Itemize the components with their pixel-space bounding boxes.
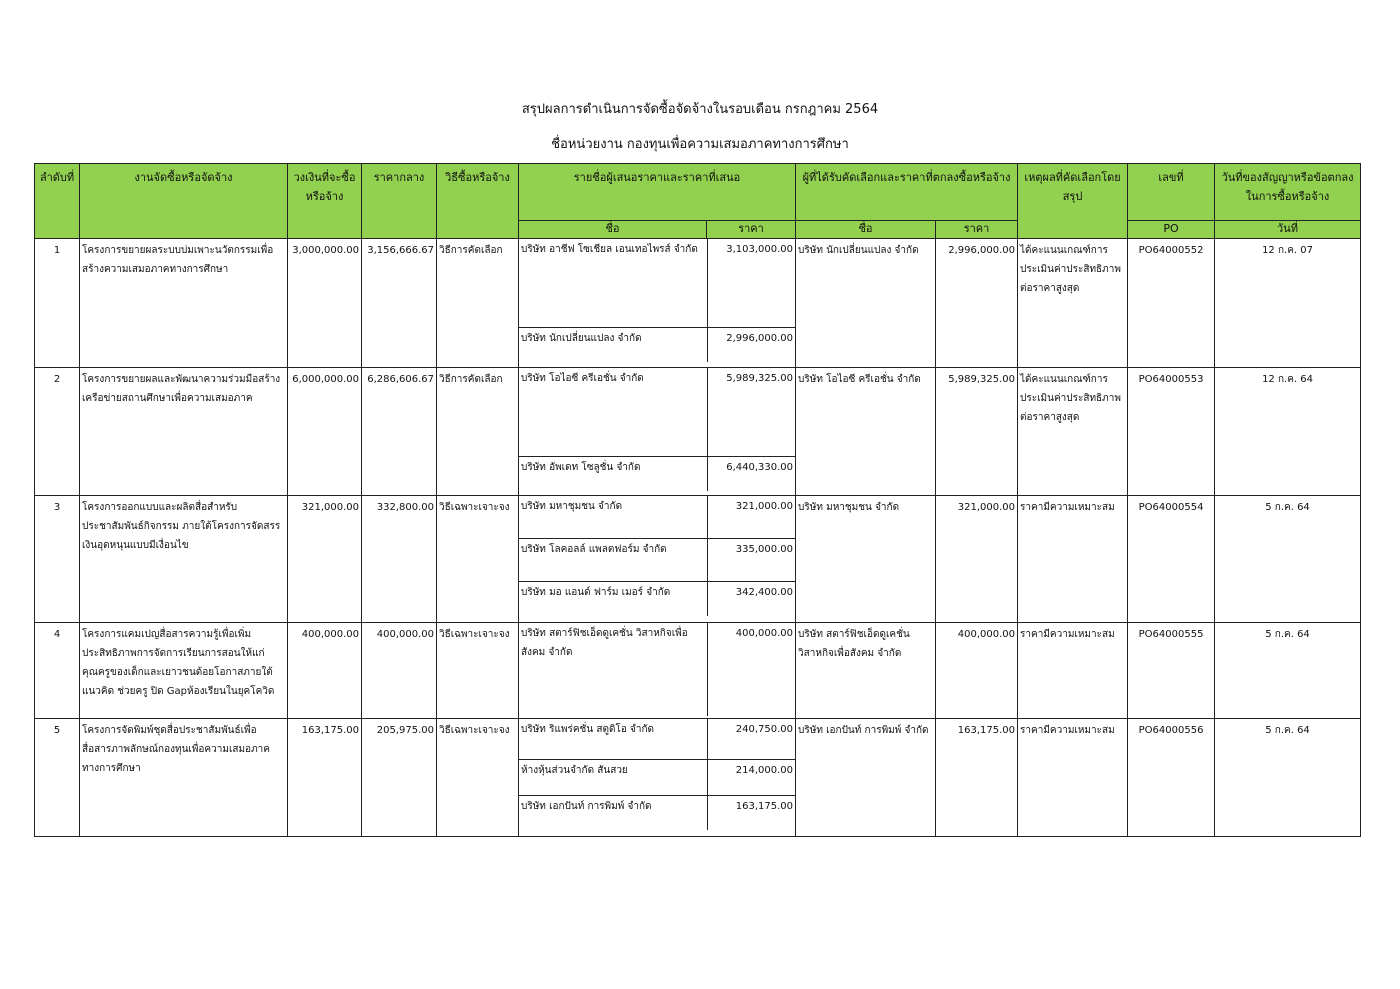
budget-amount: 3,000,000.00 [288, 239, 362, 368]
header-reason: เหตุผลที่คัดเลือกโดยสรุป [1018, 164, 1128, 239]
bidder-name: บริษัท เอกปันท์ การพิมพ์ จำกัด [521, 801, 652, 812]
po-number: PO64000553 [1128, 368, 1215, 496]
bidders-cell [519, 496, 796, 623]
header-number: เลขที่ [1128, 164, 1215, 221]
work-title: โครงการออกแบบและผลิตสื่อสำหรับประชาสัมพันธ์กิจกรรม ภายใต้โครงการจัดสรรเงินอุดหนุนแบบมีเงื่อนไข [80, 496, 288, 623]
bidder-column-divider [707, 368, 708, 456]
header-method: วิธีซื้อหรือจ้าง [437, 164, 519, 239]
work-title: โครงการขยายผลระบบบ่มเพาะนวัตกรรมเพื่อสร้างความเสมอภาคทางการศึกษา [80, 239, 288, 368]
bidder-price: 342,400.00 [735, 587, 794, 598]
header-no: ลำดับที่ [35, 164, 80, 239]
po-number: PO64000555 [1128, 623, 1215, 719]
budget-amount: 321,000.00 [288, 496, 362, 623]
subheader-bidder-price: ราคา [707, 221, 796, 239]
winner-price: 321,000.00 [936, 496, 1018, 623]
bidders-list [519, 623, 795, 716]
contract-date: 5 ก.ค. 64 [1215, 623, 1361, 719]
median-price: 332,800.00 [362, 496, 437, 623]
bidder-entry [519, 368, 795, 456]
bidder-price: 3,103,000.00 [726, 244, 794, 255]
bidder-name: ห้างหุ้นส่วนจำกัด สันสวย [521, 765, 628, 776]
winner-price: 5,989,325.00 [936, 368, 1018, 496]
budget-amount: 400,000.00 [288, 623, 362, 719]
table-row [35, 239, 1361, 368]
median-price: 205,975.00 [362, 719, 437, 837]
bidder-name: บริษัท โอไอซี ครีเอชั่น จำกัด [521, 373, 644, 384]
selection-reason: ราคามีความเหมาะสม [1018, 623, 1128, 719]
budget-amount: 6,000,000.00 [288, 368, 362, 496]
report-title: สรุปผลการดำเนินการจัดซื้อจัดจ้างในรอบเดือน กรกฎาคม 2564 [521, 102, 879, 117]
bidders-cell [519, 368, 796, 496]
subheader-winner-price: ราคา [936, 221, 1018, 239]
work-title: โครงการแคมเปญสื่อสารความรู้เพื่อเพิ่มประสิทธิภาพการจัดการเรียนการสอนให้แก่คุณครูของเด็กและเยาวชนด้อยโอกาสภายใต้แนวคิด ช่วยครู ปิด Gapห้องเรียนในยุคโควิด [80, 623, 288, 719]
bidder-entry [519, 327, 795, 362]
table-row [35, 719, 1361, 837]
work-title: โครงการจัดพิมพ์ชุดสื่อประชาสัมพันธ์เพื่อสื่อสารภาพลักษณ์กองทุนเพื่อความเสมอภาคทางการศึกษา [80, 719, 288, 837]
row-number: 1 [35, 239, 80, 368]
winner-name: บริษัท มหาชุมชน จำกัด [796, 496, 936, 623]
bidder-price: 335,000.00 [735, 544, 794, 555]
header-bidders: รายชื่อผู้เสนอราคาและราคาที่เสนอ [519, 164, 796, 221]
bidder-entry [519, 456, 795, 491]
row-number: 4 [35, 623, 80, 719]
selection-reason: ราคามีความเหมาะสม [1018, 719, 1128, 837]
bidder-column-divider [707, 582, 708, 616]
bidder-entry [519, 623, 795, 716]
bidder-column-divider [707, 760, 708, 795]
bidder-entry [519, 239, 795, 327]
row-number: 2 [35, 368, 80, 496]
budget-amount: 163,175.00 [288, 719, 362, 837]
procurement-method: วิธีเฉพาะเจาะจง [437, 496, 519, 623]
bidder-price: 163,175.00 [735, 801, 794, 812]
winner-name: บริษัท เอกปันท์ การพิมพ์ จำกัด [796, 719, 936, 837]
row-number: 3 [35, 496, 80, 623]
bidder-price: 400,000.00 [735, 628, 794, 639]
bidders-cell [519, 719, 796, 837]
winner-name: บริษัท สตาร์ฟิชเอ็ดดูเคชั่น วิสาหกิจเพื่อสังคม จำกัด [796, 623, 936, 719]
bidder-name: บริษัท โลคอลล์ แพลตฟอร์ม จำกัด [521, 544, 667, 555]
bidder-price: 2,996,000.00 [726, 333, 794, 344]
bidders-list [519, 239, 795, 362]
bidder-name: บริษัท ริแพร่คชั่น สตูดิโอ จำกัด [521, 724, 655, 735]
winner-price: 163,175.00 [936, 719, 1018, 837]
winner-price: 400,000.00 [936, 623, 1018, 719]
contract-date: 5 ก.ค. 64 [1215, 719, 1361, 837]
bidder-entry [519, 719, 795, 759]
contract-date: 5 ก.ค. 64 [1215, 496, 1361, 623]
bidder-entry [519, 759, 795, 795]
bidder-column-divider [707, 719, 708, 759]
bidders-list [519, 368, 795, 491]
work-title: โครงการขยายผลและพัฒนาความร่วมมือสร้างเครือข่ายสถานศึกษาเพื่อความเสมอภาค [80, 368, 288, 496]
po-number: PO64000556 [1128, 719, 1215, 837]
subheader-bidder-name: ชื่อ [519, 221, 707, 239]
bidder-entry [519, 581, 795, 616]
bidder-price: 5,989,325.00 [726, 373, 794, 384]
subheader-winner-name: ชื่อ [796, 221, 936, 239]
median-price: 400,000.00 [362, 623, 437, 719]
contract-date: 12 ก.ค. 07 [1215, 239, 1361, 368]
bidder-price: 6,440,330.00 [726, 462, 794, 473]
procurement-method: วิธีการคัดเลือก [437, 239, 519, 368]
bidder-entry [519, 496, 795, 538]
bidders-cell [519, 239, 796, 368]
bidders-list [519, 719, 795, 830]
header-winner: ผู้ที่ได้รับคัดเลือกและราคาที่ตกลงซื้อหรือจ้าง [796, 164, 1018, 221]
procurement-method: วิธีเฉพาะเจาะจง [437, 623, 519, 719]
bidder-name: บริษัท อาชีฟ โซเชียล เอนเทอไพรส์ จำกัด [521, 244, 698, 255]
bidder-column-divider [707, 457, 708, 491]
bidder-entry [519, 795, 795, 830]
selection-reason: ราคามีความเหมาะสม [1018, 496, 1128, 623]
bidder-column-divider [707, 496, 708, 538]
row-number: 5 [35, 719, 80, 837]
bidder-column-divider [707, 328, 708, 362]
median-price: 6,286,606.67 [362, 368, 437, 496]
bidder-price: 214,000.00 [735, 765, 794, 776]
agency-name: ชื่อหน่วยงาน กองทุนเพื่อความเสมอภาคทางการศึกษา [551, 137, 849, 152]
winner-price: 2,996,000.00 [936, 239, 1018, 368]
winner-name: บริษัท นักเปลี่ยนแปลง จำกัด [796, 239, 936, 368]
bidder-price: 240,750.00 [735, 724, 794, 735]
header-work: งานจัดซื้อหรือจัดจ้าง [80, 164, 288, 239]
procurement-table [34, 163, 1361, 837]
winner-name: บริษัท โอไอซี ครีเอชั่น จำกัด [796, 368, 936, 496]
bidders-cell [519, 623, 796, 719]
po-number: PO64000552 [1128, 239, 1215, 368]
table-row [35, 368, 1361, 496]
bidder-name: บริษัท อัพเดท โซลูชั่น จำกัด [521, 462, 641, 473]
bidder-column-divider [707, 239, 708, 327]
table-row [35, 623, 1361, 719]
contract-date: 12 ก.ค. 64 [1215, 368, 1361, 496]
header-date: วันที่ของสัญญาหรือข้อตกลงในการซื้อหรือจ้าง [1215, 164, 1361, 221]
bidders-list [519, 496, 795, 616]
table-row [35, 496, 1361, 623]
bidder-name: บริษัท นักเปลี่ยนแปลง จำกัด [521, 333, 642, 344]
subheader-po: PO [1128, 221, 1215, 239]
header-budget: วงเงินที่จะซื้อหรือจ้าง [288, 164, 362, 239]
bidder-name: บริษัท มอ แอนด์ ฟาร์ม เมอร์ จำกัด [521, 587, 671, 598]
bidder-price: 321,000.00 [735, 501, 794, 512]
bidder-name: บริษัท มหาชุมชน จำกัด [521, 501, 623, 512]
bidder-column-divider [707, 623, 708, 716]
bidder-column-divider [707, 796, 708, 830]
selection-reason: ได้คะแนนเกณฑ์การประเมินค่าประสิทธิภาพต่อราคาสูงสุด [1018, 239, 1128, 368]
selection-reason: ได้คะแนนเกณฑ์การประเมินค่าประสิทธิภาพต่อราคาสูงสุด [1018, 368, 1128, 496]
procurement-method: วิธีการคัดเลือก [437, 368, 519, 496]
header-median: ราคากลาง [362, 164, 437, 239]
bidder-name: บริษัท สตาร์ฟิชเอ็ดดูเคชั่น วิสาหกิจเพื่อสังคม จำกัด [521, 628, 688, 658]
procurement-method: วิธีเฉพาะเจาะจง [437, 719, 519, 837]
bidder-column-divider [707, 539, 708, 581]
po-number: PO64000554 [1128, 496, 1215, 623]
bidder-entry [519, 538, 795, 581]
median-price: 3,156,666.67 [362, 239, 437, 368]
subheader-date: วันที่ [1215, 221, 1361, 239]
